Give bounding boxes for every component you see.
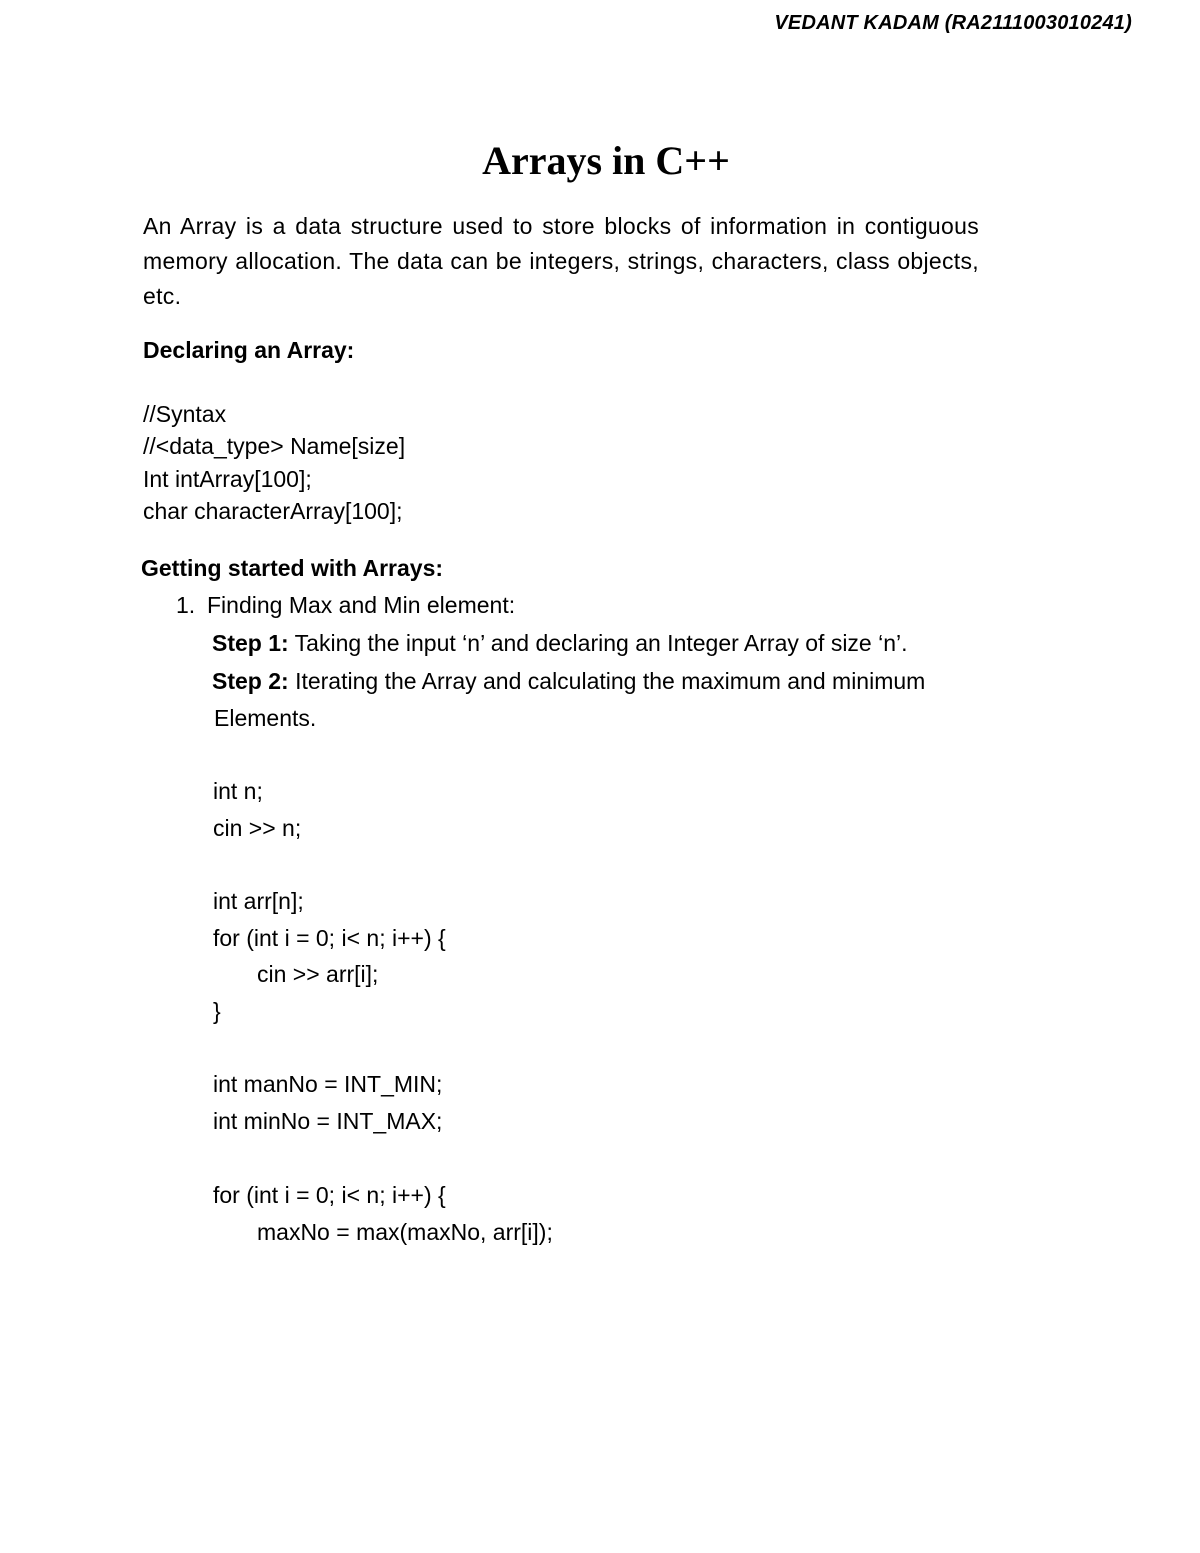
getting-started-heading: Getting started with Arrays: (141, 555, 444, 581)
code-line: cin >> n; (213, 815, 302, 841)
list-item-label: Finding Max and Min element: (207, 592, 516, 618)
step-1-text: Taking the input ‘n’ and declaring an Integer Array of size ‘n’. (288, 630, 908, 656)
code-line: //<data_type> Name[size] (143, 433, 406, 459)
list-item-number: 1. (176, 592, 196, 618)
step-2-continuation: Elements. (214, 705, 317, 731)
code-line: char characterArray[100]; (143, 498, 403, 524)
page-title: Arrays in C++ (482, 138, 730, 183)
intro-paragraph: An Array is a data structure used to store blocks of information in contiguous memory allocation. The data can be integers, strings, characters, class objects, etc. (143, 213, 979, 309)
code-line: maxNo = max(maxNo, arr[i]); (257, 1219, 553, 1245)
step-2-text: Iterating the Array and calculating the maximum and minimum (288, 668, 926, 694)
step-1-label: Step 1: (212, 630, 289, 656)
code-line: int manNo = INT_MIN; (213, 1071, 443, 1097)
code-line: int minNo = INT_MAX; (213, 1108, 443, 1134)
declaring-heading: Declaring an Array: (143, 337, 355, 363)
step-2 (212, 666, 925, 696)
author-header: VEDANT KADAM (RA2111003010241) (774, 12, 1132, 34)
step-1 (212, 628, 908, 658)
code-line: int arr[n]; (213, 888, 304, 914)
code-line: } (213, 998, 221, 1024)
code-line: //Syntax (143, 401, 227, 427)
code-line: for (int i = 0; i< n; i++) { (213, 1182, 446, 1208)
code-line: int n; (213, 778, 263, 804)
code-line: for (int i = 0; i< n; i++) { (213, 925, 446, 951)
code-line: Int intArray[100]; (143, 466, 312, 492)
code-line: cin >> arr[i]; (257, 961, 379, 987)
step-2-label: Step 2: (212, 668, 289, 694)
